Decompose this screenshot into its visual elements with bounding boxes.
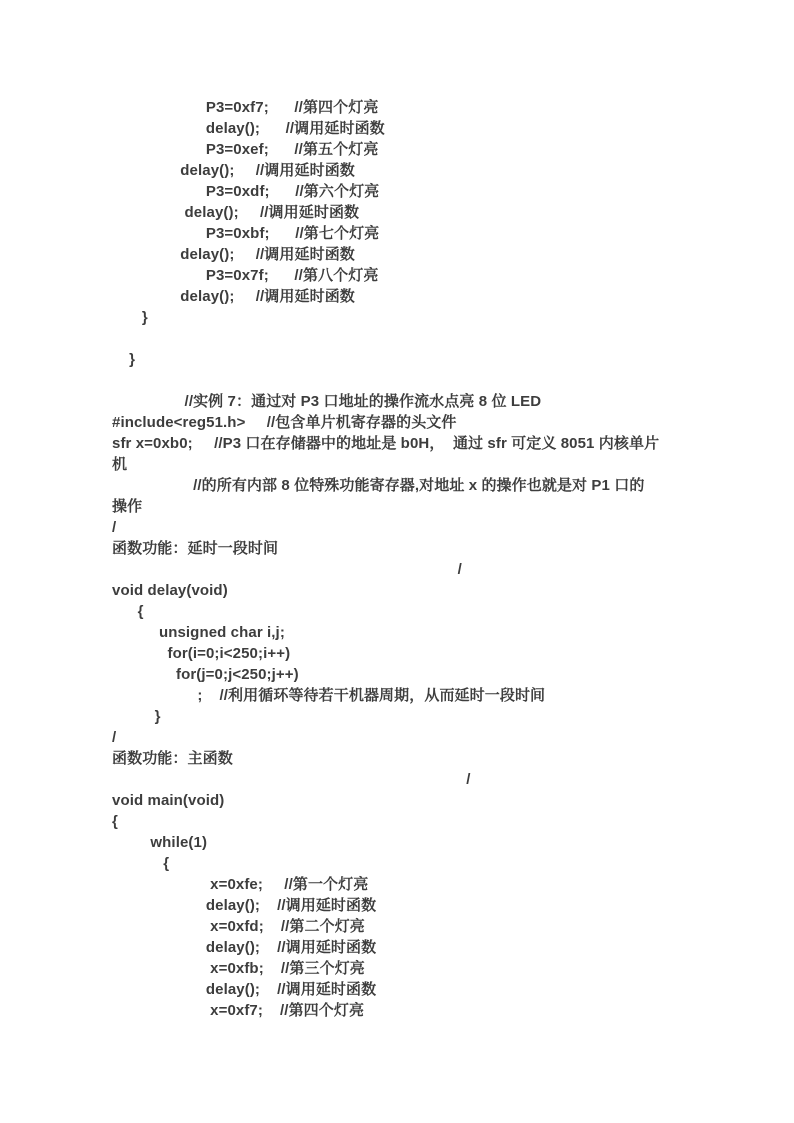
code-line: / [112, 561, 462, 578]
code-line: #include<reg51.h> //包含单片机寄存器的头文件 [112, 414, 457, 431]
code-line: delay(); //调用延时函数 [112, 939, 377, 956]
code-line: ; //利用循环等待若干机器周期，从而延时一段时间 [112, 687, 546, 704]
code-comment-example-title: //实例 7：通过对 P3 口地址的操作流水点亮 8 位 LED [112, 393, 542, 410]
code-line: x=0xfd; //第二个灯亮 [112, 918, 365, 935]
code-line: for(j=0;j<250;j++) [112, 666, 299, 683]
code-line: sfr x=0xb0; //P3 口在存储器中的地址是 b0H， 通过 sfr 可定义 8051 内核单片 [112, 435, 660, 452]
code-line: x=0xfb; //第三个灯亮 [112, 960, 365, 977]
blank-line [112, 370, 774, 391]
code-line: delay(); //调用延时函数 [112, 288, 355, 305]
code-line: delay(); //调用延时函数 [112, 162, 355, 179]
code-line: P3=0xbf; //第七个灯亮 [112, 225, 380, 242]
blank-line [112, 328, 774, 349]
code-line: 机 [112, 456, 128, 473]
code-line: delay(); //调用延时函数 [112, 246, 355, 263]
code-line: } [112, 708, 161, 725]
code-line: //的所有内部 8 位特殊功能寄存器,对地址 x 的操作也就是对 P1 口的 [112, 477, 645, 494]
code-line: unsigned char i,j; [112, 624, 285, 641]
code-line: } [112, 351, 136, 368]
code-line: 操作 [112, 498, 143, 515]
code-line: for(i=0;i<250;i++) [112, 645, 291, 662]
code-line: / [112, 519, 117, 536]
code-line: delay(); //调用延时函数 [112, 897, 377, 914]
code-line: delay(); //调用延时函数 [112, 204, 360, 221]
code-line: / [112, 771, 471, 788]
code-line: P3=0xdf; //第六个灯亮 [112, 183, 380, 200]
code-line: delay(); //调用延时函数 [112, 120, 385, 137]
code-line: x=0xfe; //第一个灯亮 [112, 876, 369, 893]
code-line: { [112, 813, 118, 830]
code-line: x=0xf7; //第四个灯亮 [112, 1002, 365, 1019]
code-line: void delay(void) [112, 582, 228, 599]
code-line: P3=0x7f; //第八个灯亮 [112, 267, 379, 284]
code-line: { [112, 603, 144, 620]
code-line: delay(); //调用延时函数 [112, 981, 377, 998]
code-line: P3=0xef; //第五个灯亮 [112, 141, 379, 158]
code-line: void main(void) [112, 792, 225, 809]
code-line: / [112, 729, 117, 746]
function-description-delay: 函数功能：延时一段时间 [112, 540, 279, 557]
function-description-main: 函数功能：主函数 [112, 750, 233, 767]
code-line: { [112, 855, 170, 872]
code-line: while(1) [112, 834, 208, 851]
code-line: P3=0xf7; //第四个灯亮 [112, 99, 379, 116]
code-line: } [112, 309, 148, 326]
